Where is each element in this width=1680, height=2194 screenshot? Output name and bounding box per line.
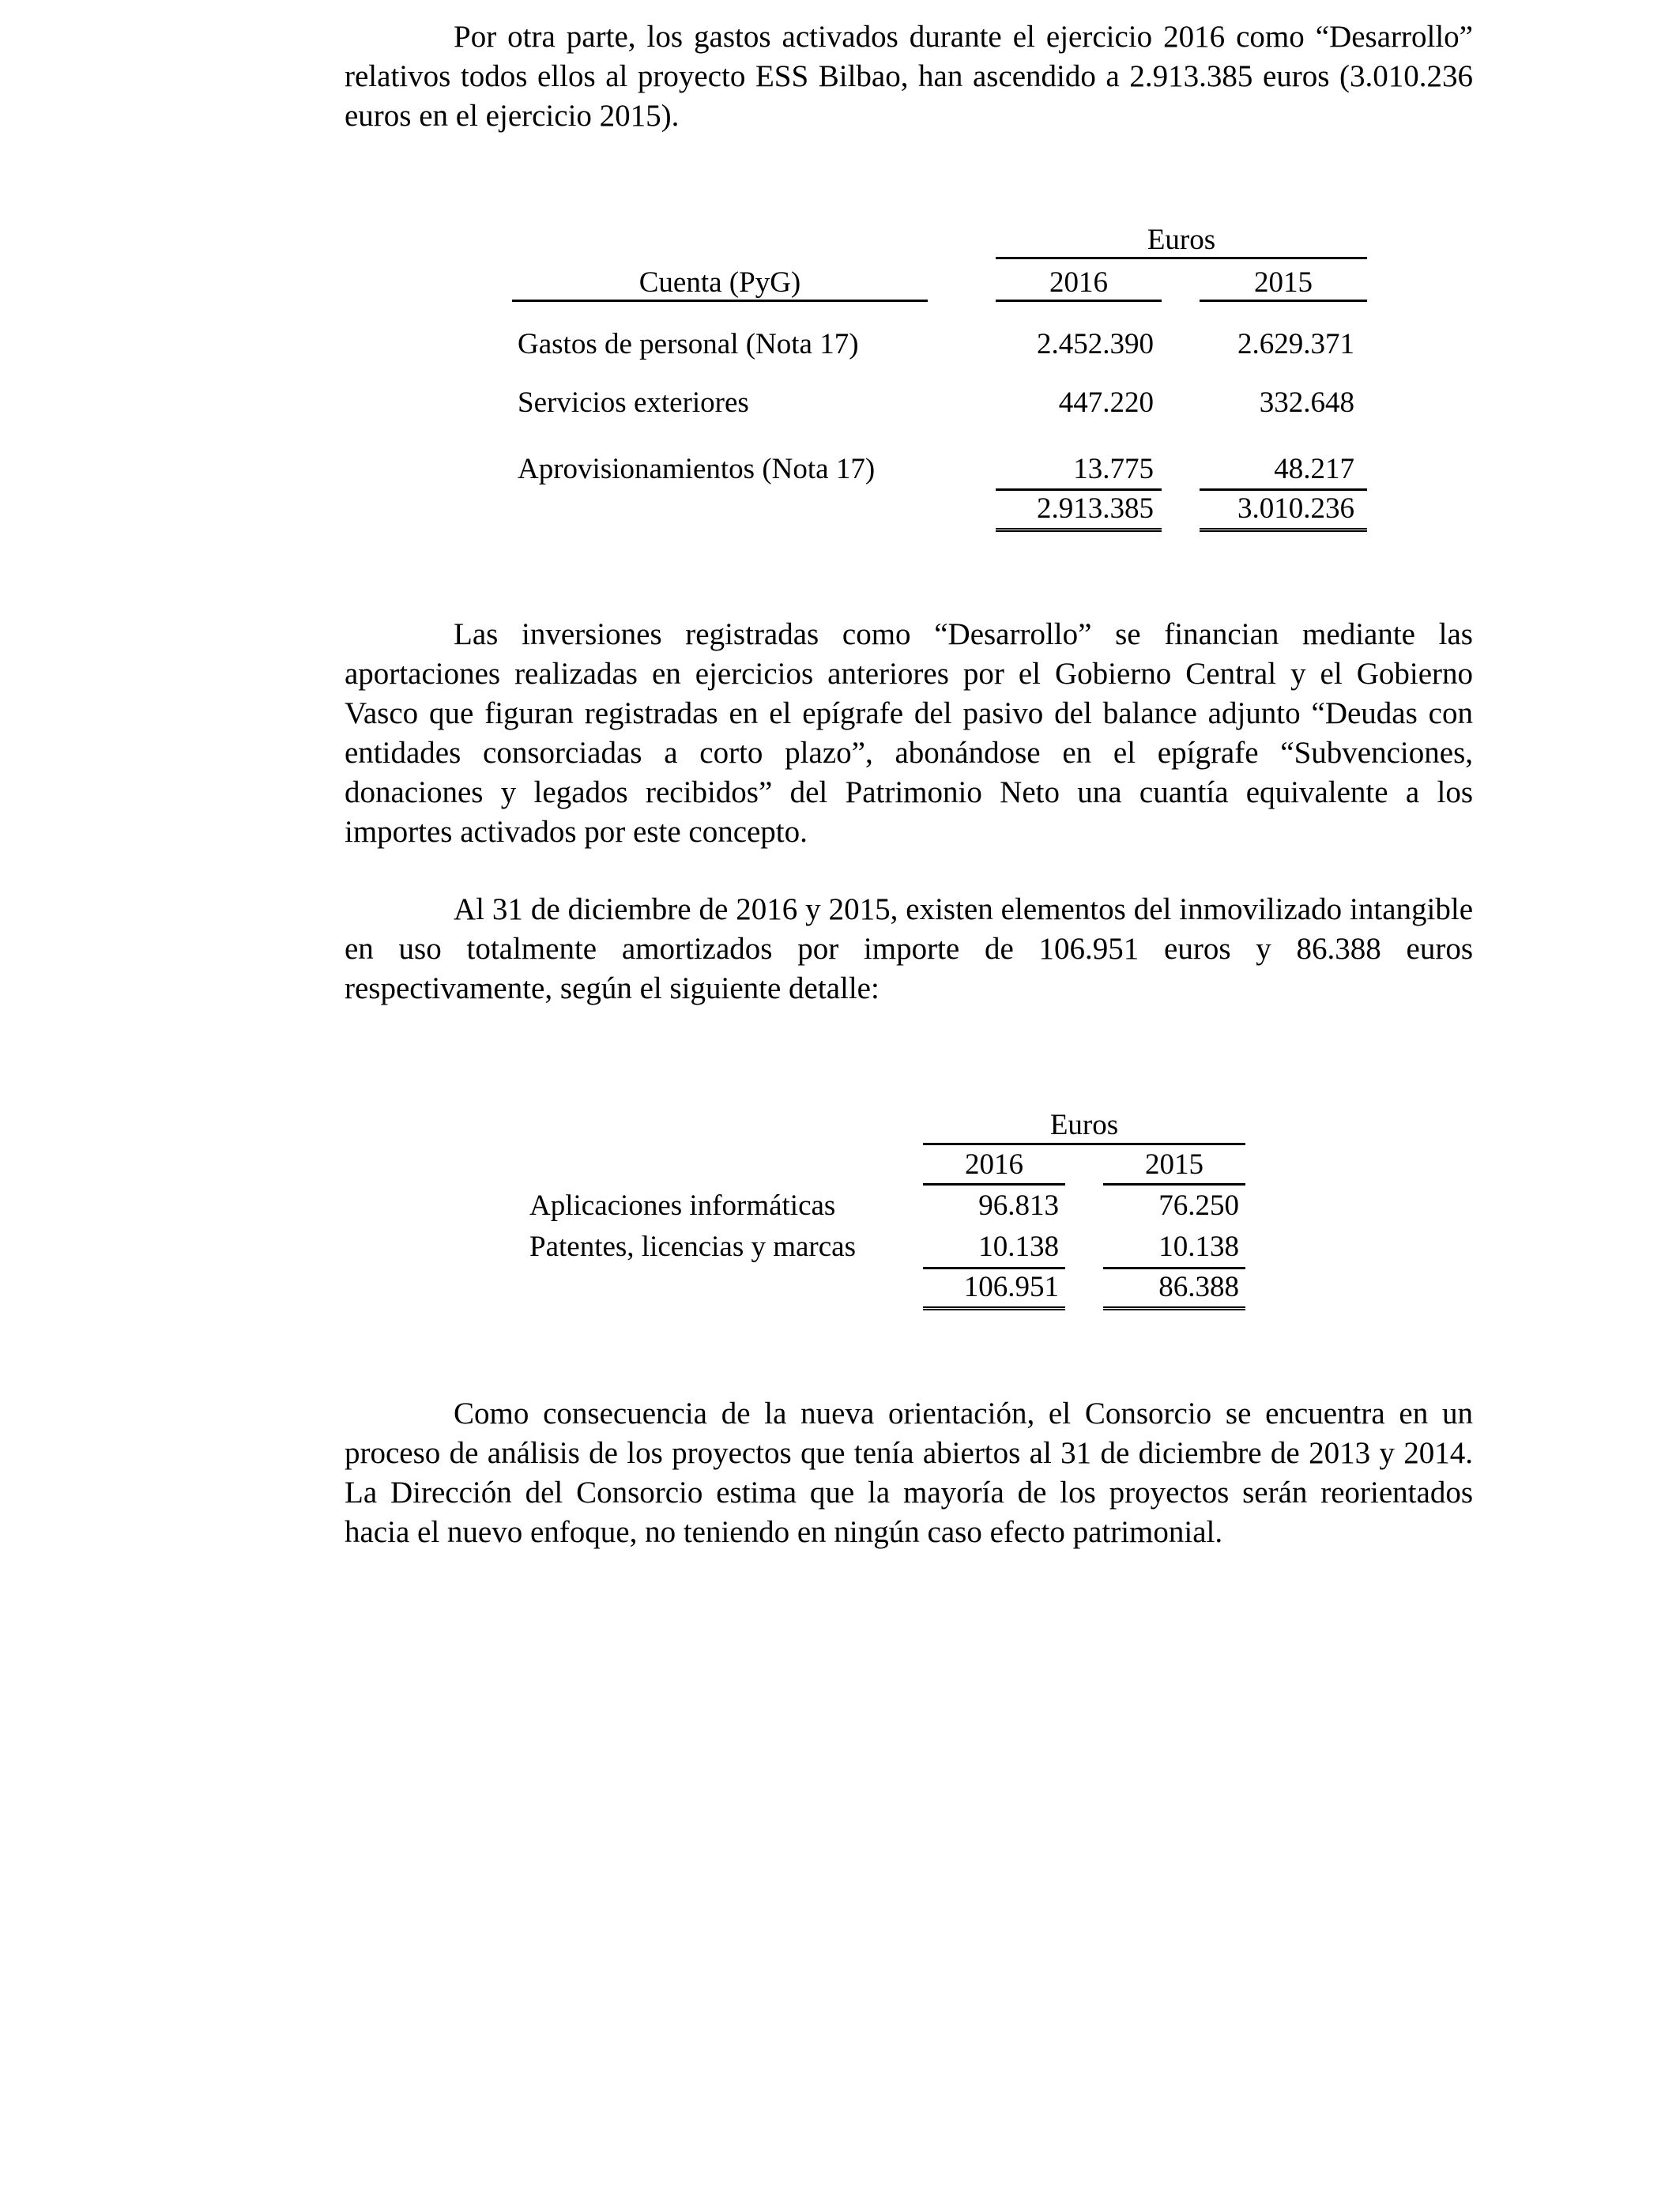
paragraph-text: Las inversiones registradas como “Desarrollo” se financian mediante las aportaciones realizadas en ejercicios anteriores por el Gobierno Central y el Gobierno Vasco que figuran registradas en el epígrafe del pasivo del balance adjunto “Deudas con entidades consorciadas a corto plazo”, abonándose en el epígrafe “Subvenciones, donaciones y legados recibidos” del Patrimonio Neto una cuantía equivalente a los importes activados por este concepto. [345,617,1473,849]
table1-label-rule [512,300,928,302]
paragraph-nueva-orientacion [345,1394,1473,1552]
table2-2015-rule [1103,1183,1245,1186]
table1-row-2016: 447.220 [1058,386,1154,419]
table2-row-label: Patentes, licencias y marcas [529,1231,856,1263]
table2-group-header: Euros [1049,1109,1119,1141]
table1-row-2015: 332.648 [1259,386,1354,419]
paragraph-desarrollo-gastos [345,17,1473,136]
table1-row-label: Aprovisionamientos (Nota 17) [518,453,876,485]
table2-year-2016: 2016 [965,1148,1023,1181]
table1-row-2015: 2.629.371 [1237,328,1354,360]
table2-row-2015: 10.138 [1158,1231,1239,1263]
table2-subtotal-rule-2016 [923,1267,1065,1269]
paragraph-text: Al 31 de diciembre de 2016 y 2015, existen elementos del inmovilizado intangible en uso totalmente amortizados por importe de 106.951 euros y 86.388 euros respectivamente, según el siguiente detalle: [345,892,1473,1005]
table2-year-2015: 2015 [1145,1148,1203,1181]
table1-total-2016: 2.913.385 [1037,492,1154,525]
paragraph-financiacion [345,615,1473,852]
paragraph-text: Como consecuencia de la nueva orientación, el Consorcio se encuentra en un proceso de análisis de los proyectos que tenía abiertos al 31 de diciembre de 2013 y 2014. La Dirección del Consorcio estima que la mayoría de los proyectos serán reorientados hacia el nuevo enfoque, no teniendo en ningún caso efecto patrimonial. [345,1397,1473,1549]
paragraph-amortizados [345,890,1473,1008]
table1-year-2016: 2016 [1049,266,1108,299]
table1-row-2016: 13.775 [1073,453,1154,485]
table1-row-2016: 2.452.390 [1037,328,1154,360]
table2-total-double-rule-2016 [923,1306,1065,1310]
table1-2016-rule [996,300,1162,302]
table1-header-rule [996,257,1367,259]
table2-header-rule [923,1143,1245,1145]
table2-2016-rule [923,1183,1065,1186]
table1-subtotal-rule-2016 [996,488,1162,491]
paragraph-text: Por otra parte, los gastos activados durante el ejercicio 2016 como “Desarrollo” relativos todos ellos al proyecto ESS Bilbao, han ascendido a 2.913.385 euros (3.010.236 euros en el ejercicio 2015). [345,20,1473,133]
table1-subtotal-rule-2015 [1200,488,1367,491]
table1-row-label: Servicios exteriores [518,386,749,419]
table1-total-double-rule-2016 [996,528,1162,532]
table1-row-label: Gastos de personal (Nota 17) [518,328,859,360]
table2-row-2016: 10.138 [978,1231,1059,1263]
table2-row-2015: 76.250 [1158,1189,1239,1222]
table2-total-double-rule-2015 [1103,1306,1245,1310]
table1-row-2015: 48.217 [1274,453,1354,485]
table1-total-2015: 3.010.236 [1237,492,1354,525]
table2-row-label: Aplicaciones informáticas [529,1189,836,1222]
table1-total-double-rule-2015 [1200,528,1367,532]
table1-year-2015: 2015 [1254,266,1313,299]
table2-total-2015: 86.388 [1158,1271,1239,1303]
table1-column-label: Cuenta (PyG) [638,266,801,299]
table2-subtotal-rule-2015 [1103,1267,1245,1269]
table1-2015-rule [1200,300,1367,302]
table2-total-2016: 106.951 [963,1271,1059,1303]
table2-row-2016: 96.813 [978,1189,1059,1222]
table1-group-header: Euros [1147,224,1216,256]
